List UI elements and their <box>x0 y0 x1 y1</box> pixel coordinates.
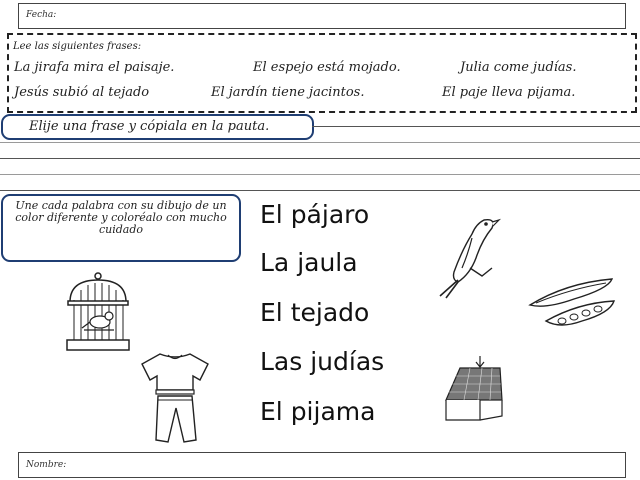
sentence-paje: El paje lleva pijama. <box>442 85 576 100</box>
reading-sentences-box <box>7 33 637 113</box>
sentence-espejo: El espejo está mojado. <box>253 60 401 75</box>
guide-line <box>0 190 640 191</box>
name-label: Nombre: <box>26 460 67 470</box>
sentence-julia: Julia come judías. <box>460 60 577 75</box>
sentence-jirafa: La jirafa mira el paisaje. <box>14 60 175 75</box>
guide-line <box>312 126 640 127</box>
word-judias: Las judías <box>260 347 385 376</box>
bird-drawing[interactable] <box>432 210 502 300</box>
guide-line <box>0 142 640 143</box>
match-instruction: Une cada palabra con su dibujo de un color diferente y coloréalo con mucho cuidado <box>15 199 227 236</box>
birdcage-drawing[interactable] <box>64 272 132 352</box>
roof-drawing[interactable] <box>440 356 508 424</box>
date-field[interactable] <box>18 3 626 29</box>
pajamas-drawing[interactable] <box>138 350 212 446</box>
reading-instruction: Lee las siguientes frases: <box>13 41 142 52</box>
match-instruction-box <box>1 194 241 262</box>
guide-line <box>0 158 640 159</box>
copy-instruction: Elije una frase y cópiala en la pauta. <box>29 119 270 134</box>
name-field[interactable] <box>18 452 626 478</box>
sentence-jesus: Jesús subió al tejado <box>14 85 150 100</box>
date-label: Fecha: <box>26 10 57 20</box>
sentence-jardin: El jardín tiene jacintos. <box>211 85 365 100</box>
copy-instruction-box <box>1 114 314 140</box>
word-tejado: El tejado <box>260 298 370 327</box>
beans-drawing[interactable] <box>526 275 618 335</box>
word-pijama: El pijama <box>260 397 376 426</box>
word-pajaro: El pájaro <box>260 200 370 229</box>
guide-line <box>0 174 640 175</box>
word-jaula: La jaula <box>260 248 358 277</box>
